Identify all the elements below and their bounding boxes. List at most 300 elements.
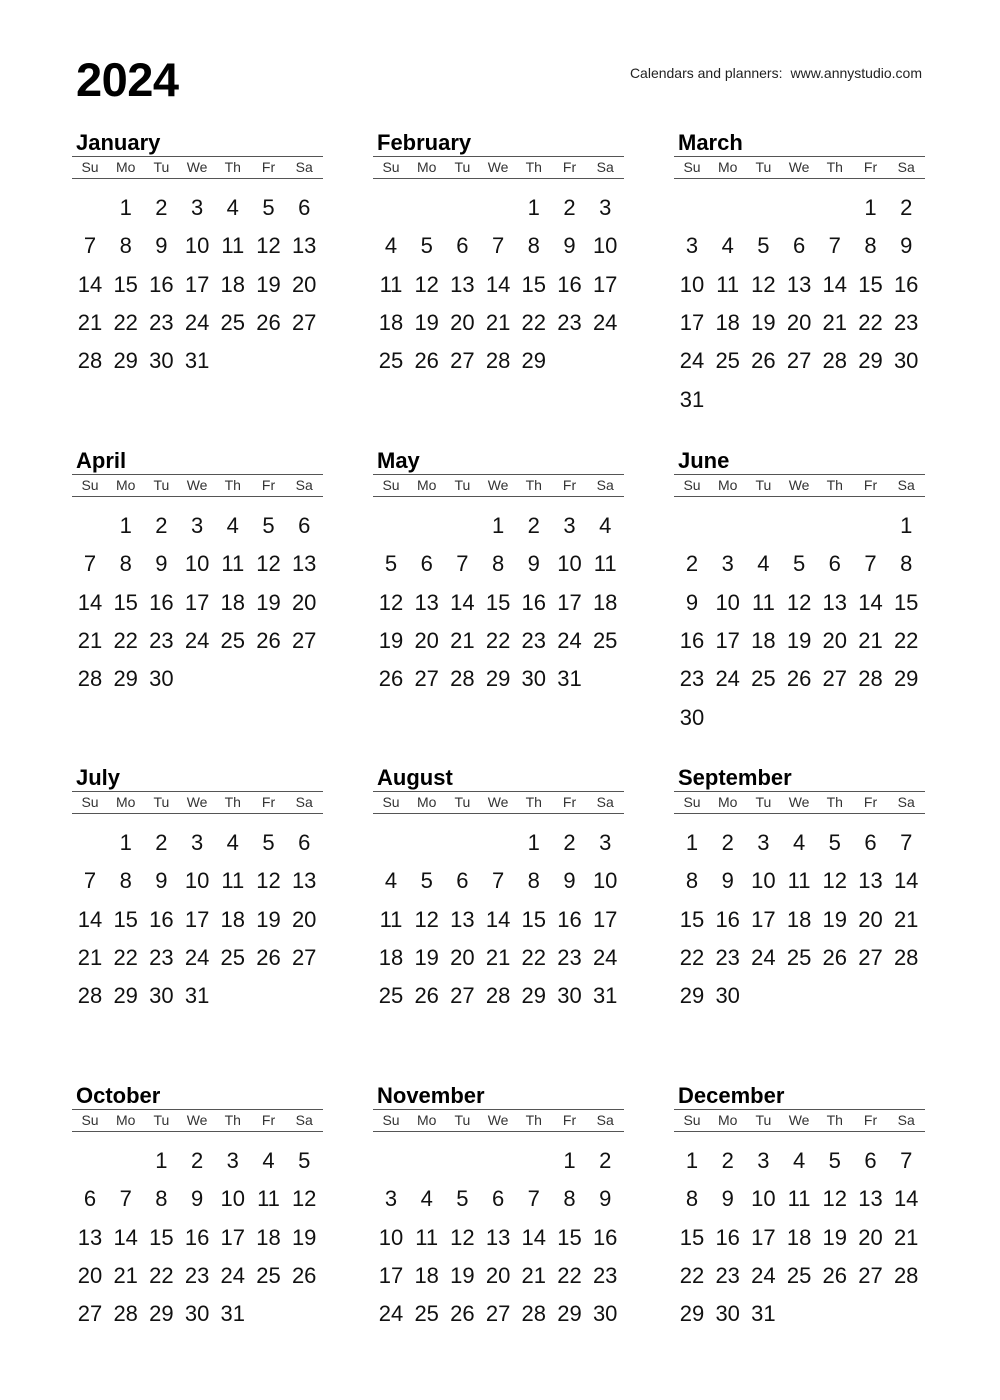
- day-cell: 26: [256, 944, 281, 970]
- weekday-label: Tu: [454, 794, 471, 810]
- month-july: [72, 767, 324, 1037]
- day-cell: 16: [149, 906, 174, 932]
- weekday-label: We: [788, 159, 810, 175]
- day-cell: 9: [563, 868, 576, 894]
- day-cell: 29: [679, 983, 705, 1009]
- day-cell: 2: [721, 1148, 734, 1173]
- weekday-header-row: [373, 1109, 624, 1132]
- month-february: [373, 132, 625, 402]
- weekday-label: Su: [683, 794, 701, 810]
- month-name: March: [678, 130, 743, 155]
- day-cell: 9: [190, 1186, 204, 1212]
- month-name: August: [377, 765, 453, 790]
- weekday-label: Mo: [717, 477, 738, 493]
- day-cell: 28: [485, 983, 511, 1009]
- day-cell: 25: [414, 1301, 439, 1327]
- weekday-label: Su: [382, 794, 400, 810]
- day-cell: 20: [414, 627, 439, 653]
- day-cell: 25: [715, 348, 740, 374]
- day-cell: 13: [450, 906, 475, 932]
- day-cell: 23: [592, 1262, 618, 1288]
- day-cell: 15: [893, 589, 919, 615]
- weekday-header-row: [72, 1109, 323, 1132]
- day-cell: 5: [262, 195, 275, 220]
- day-cell: 28: [893, 944, 919, 970]
- day-cell: 24: [751, 944, 776, 970]
- day-cell: 19: [822, 906, 848, 932]
- day-cell: 22: [679, 1262, 705, 1288]
- day-cell: 28: [77, 983, 103, 1009]
- day-cell: 19: [450, 1262, 475, 1288]
- day-cell: 17: [751, 1224, 776, 1250]
- day-cell: 27: [485, 1301, 511, 1327]
- day-cell: 9: [527, 551, 540, 577]
- day-cell: 3: [599, 195, 612, 220]
- month-name: May: [377, 448, 420, 473]
- weekday-label: We: [788, 1112, 810, 1128]
- day-cell: 10: [220, 1186, 246, 1212]
- day-cell: 17: [184, 589, 210, 615]
- day-cell: 18: [378, 944, 404, 970]
- month-name: January: [76, 130, 161, 155]
- day-cell: 31: [184, 983, 210, 1009]
- day-cell: 23: [184, 1262, 210, 1288]
- month-september: [674, 767, 926, 1037]
- day-cell: 26: [291, 1262, 317, 1288]
- day-cell: 30: [893, 348, 919, 374]
- weekday-label: Th: [525, 477, 542, 493]
- day-cell: 4: [384, 868, 398, 894]
- day-cell: 3: [190, 513, 204, 538]
- month-april: [72, 450, 324, 720]
- day-cell: 19: [256, 589, 281, 615]
- day-cell: 27: [291, 627, 317, 653]
- weekday-label: Fr: [261, 1112, 276, 1128]
- weekday-label: Fr: [562, 159, 577, 175]
- day-cell: 4: [757, 551, 770, 577]
- day-cell: 21: [450, 627, 475, 653]
- day-cell: 7: [83, 868, 97, 894]
- day-cell: 26: [786, 666, 812, 692]
- weekday-header-row: [373, 474, 624, 497]
- day-cell: 18: [220, 906, 246, 932]
- weekday-label: Tu: [755, 1112, 772, 1128]
- day-cell: 22: [893, 627, 919, 653]
- day-cell: 8: [685, 1186, 699, 1212]
- day-cell: 1: [527, 195, 540, 220]
- day-cell: 8: [527, 868, 540, 894]
- day-cell: 24: [184, 944, 210, 970]
- weekday-label: Fr: [863, 1112, 878, 1128]
- day-cell: 12: [256, 233, 281, 259]
- day-cell: 6: [864, 830, 877, 855]
- day-cell: 12: [256, 551, 281, 577]
- day-cell: 16: [893, 271, 919, 297]
- weekday-label: Th: [826, 159, 843, 175]
- day-cell: 18: [220, 589, 246, 615]
- day-cell: 19: [786, 627, 812, 653]
- weekday-label: Fr: [562, 477, 577, 493]
- day-cell: 18: [378, 309, 404, 335]
- day-cell: 1: [119, 513, 132, 538]
- day-cell: 27: [450, 983, 475, 1009]
- day-cell: 17: [220, 1224, 246, 1250]
- day-cell: 22: [485, 627, 511, 653]
- day-cell: 12: [822, 868, 848, 894]
- day-cell: 21: [77, 309, 103, 335]
- day-cell: 4: [599, 513, 612, 538]
- day-cell: 26: [414, 983, 439, 1009]
- day-cell: 16: [557, 906, 582, 932]
- day-cell: 18: [256, 1224, 281, 1250]
- day-cell: 9: [155, 868, 168, 894]
- day-cell: 17: [378, 1262, 404, 1288]
- day-cell: 29: [113, 666, 138, 692]
- day-cell: 20: [450, 309, 475, 335]
- weekday-label: Su: [81, 477, 99, 493]
- day-cell: 19: [414, 944, 439, 970]
- day-cell: 3: [190, 195, 204, 220]
- weekday-label: Fr: [863, 159, 878, 175]
- day-cell: 6: [83, 1186, 97, 1212]
- day-cell: 24: [378, 1301, 404, 1327]
- day-cell: 28: [893, 1262, 919, 1288]
- day-cell: 21: [521, 1262, 547, 1288]
- weekday-label: Mo: [416, 1112, 437, 1128]
- day-cell: 29: [679, 1301, 705, 1327]
- weekday-label: Mo: [115, 477, 136, 493]
- month-name: October: [76, 1083, 161, 1108]
- day-cell: 5: [384, 551, 398, 577]
- day-cell: 17: [715, 627, 740, 653]
- day-cell: 24: [220, 1262, 246, 1288]
- weekday-label: Mo: [115, 794, 136, 810]
- day-cell: 28: [77, 666, 103, 692]
- day-cell: 10: [184, 868, 210, 894]
- weekday-label: Su: [683, 477, 701, 493]
- day-cell: 7: [828, 233, 841, 259]
- day-cell: 20: [77, 1262, 103, 1288]
- weekday-label: We: [788, 477, 810, 493]
- weekday-label: Sa: [295, 159, 313, 175]
- day-cell: 14: [893, 1186, 919, 1212]
- page-title-year: 2024: [76, 53, 179, 106]
- day-cell: 1: [491, 513, 505, 538]
- weekday-label: Mo: [717, 794, 738, 810]
- day-cell: 28: [521, 1301, 547, 1327]
- weekday-header-row: [674, 156, 925, 179]
- weekday-label: Mo: [416, 477, 437, 493]
- day-cell: 7: [527, 1186, 540, 1212]
- day-cell: 30: [149, 348, 174, 374]
- month-march: [674, 130, 926, 412]
- day-cell: 5: [828, 830, 841, 855]
- day-cell: 21: [893, 1224, 919, 1250]
- day-cell: 11: [593, 551, 617, 577]
- day-cell: 7: [83, 551, 97, 577]
- month-december: [674, 1085, 926, 1355]
- day-cell: 15: [485, 589, 511, 615]
- month-name: December: [678, 1083, 785, 1108]
- day-cell: 5: [262, 830, 275, 855]
- weekday-label: We: [487, 1112, 509, 1128]
- weekday-label: Mo: [416, 159, 437, 175]
- day-cell: 2: [685, 551, 699, 577]
- day-cell: 29: [113, 983, 138, 1009]
- day-cell: 19: [378, 627, 404, 653]
- day-cell: 13: [822, 589, 848, 615]
- month-january: [72, 132, 324, 402]
- day-cell: 18: [786, 1224, 812, 1250]
- day-cell: 25: [786, 944, 812, 970]
- weekday-label: Tu: [153, 1112, 170, 1128]
- day-cell: 1: [685, 1148, 699, 1173]
- day-cell: 25: [786, 1262, 812, 1288]
- day-cell: 22: [521, 309, 547, 335]
- day-cell: 10: [557, 551, 582, 577]
- weekday-label: Su: [683, 1112, 701, 1128]
- day-cell: 16: [521, 589, 547, 615]
- day-cell: 7: [900, 830, 913, 855]
- day-cell: 28: [77, 348, 103, 374]
- day-cell: 1: [864, 195, 877, 220]
- day-cell: 19: [291, 1224, 317, 1250]
- weekday-header-row: [674, 1109, 925, 1132]
- day-cell: 10: [751, 1186, 776, 1212]
- day-cell: 23: [557, 944, 582, 970]
- weekday-label: Su: [382, 1112, 400, 1128]
- day-cell: 15: [557, 1224, 582, 1250]
- day-cell: 17: [751, 906, 776, 932]
- day-cell: 14: [77, 589, 103, 615]
- day-cell: 9: [721, 868, 734, 894]
- day-cell: 6: [864, 1148, 877, 1173]
- day-cell: 24: [715, 666, 740, 692]
- day-cell: 25: [592, 627, 618, 653]
- day-cell: 2: [155, 830, 168, 855]
- day-cell: 23: [521, 627, 547, 653]
- day-cell: 6: [298, 195, 311, 220]
- day-cell: 14: [77, 271, 103, 297]
- day-cell: 7: [900, 1148, 913, 1173]
- day-cell: 30: [715, 1301, 740, 1327]
- day-cell: 24: [679, 348, 705, 374]
- day-cell: 27: [291, 309, 317, 335]
- day-cell: 5: [828, 1148, 841, 1173]
- day-cell: 12: [414, 906, 439, 932]
- weekday-label: Th: [525, 1112, 542, 1128]
- day-cell: 29: [858, 348, 883, 374]
- day-cell: 11: [257, 1186, 280, 1212]
- day-cell: 14: [521, 1224, 547, 1250]
- day-cell: 27: [414, 666, 439, 692]
- weekday-label: We: [788, 794, 810, 810]
- day-cell: 12: [291, 1186, 317, 1212]
- day-cell: 22: [113, 309, 138, 335]
- day-cell: 19: [822, 1224, 848, 1250]
- day-cell: 13: [858, 868, 883, 894]
- day-cell: 10: [378, 1224, 404, 1250]
- day-cell: 13: [77, 1224, 103, 1250]
- month-name: June: [678, 448, 730, 473]
- weekday-label: Mo: [717, 159, 738, 175]
- day-cell: 10: [715, 589, 740, 615]
- day-cell: 8: [155, 1186, 168, 1212]
- weekday-label: Th: [224, 1112, 241, 1128]
- day-cell: 6: [298, 830, 311, 855]
- month-november: [373, 1085, 625, 1355]
- day-cell: 15: [113, 906, 138, 932]
- weekday-label: Sa: [295, 794, 313, 810]
- month-august: [373, 767, 625, 1037]
- day-cell: 22: [113, 627, 138, 653]
- weekday-label: Th: [525, 794, 542, 810]
- day-cell: 18: [414, 1262, 439, 1288]
- day-cell: 20: [450, 944, 475, 970]
- day-cell: 8: [119, 868, 132, 894]
- day-cell: 2: [900, 195, 913, 220]
- day-cell: 9: [155, 551, 168, 577]
- day-cell: 4: [226, 513, 239, 538]
- day-cell: 30: [149, 983, 174, 1009]
- day-cell: 28: [485, 348, 511, 374]
- day-cell: 13: [414, 589, 439, 615]
- weekday-label: We: [186, 1112, 208, 1128]
- day-cell: 10: [751, 868, 776, 894]
- day-cell: 3: [599, 830, 612, 855]
- day-cell: 2: [190, 1148, 204, 1173]
- day-cell: 31: [557, 666, 582, 692]
- weekday-label: Tu: [153, 159, 170, 175]
- day-cell: 22: [557, 1262, 582, 1288]
- day-cell: 24: [557, 627, 582, 653]
- day-cell: 22: [679, 944, 705, 970]
- day-cell: 27: [822, 666, 848, 692]
- day-cell: 6: [792, 233, 806, 259]
- day-cell: 4: [792, 830, 806, 855]
- day-cell: 17: [184, 906, 210, 932]
- day-cell: 4: [721, 233, 734, 259]
- day-cell: 20: [786, 309, 812, 335]
- day-cell: 12: [751, 271, 776, 297]
- weekday-label: Fr: [562, 1112, 577, 1128]
- day-cell: 28: [113, 1301, 138, 1327]
- day-cell: 16: [184, 1224, 210, 1250]
- day-cell: 15: [113, 589, 138, 615]
- day-cell: 18: [715, 309, 740, 335]
- day-cell: 4: [226, 830, 239, 855]
- day-cell: 8: [685, 868, 699, 894]
- day-cell: 1: [119, 195, 132, 220]
- day-cell: 6: [298, 513, 311, 538]
- weekday-label: Mo: [717, 1112, 738, 1128]
- day-cell: 3: [384, 1186, 398, 1212]
- day-cell: 15: [679, 1224, 705, 1250]
- day-cell: 16: [679, 627, 705, 653]
- day-cell: 6: [456, 233, 469, 259]
- day-cell: 3: [757, 830, 770, 855]
- day-cell: 6: [420, 551, 433, 577]
- day-cell: 8: [119, 233, 132, 259]
- day-cell: 15: [679, 906, 705, 932]
- day-cell: 23: [893, 309, 919, 335]
- day-cell: 7: [119, 1186, 132, 1212]
- day-cell: 16: [149, 589, 174, 615]
- day-cell: 4: [384, 233, 398, 259]
- day-cell: 2: [155, 195, 168, 220]
- day-cell: 10: [184, 233, 210, 259]
- month-name: July: [76, 765, 121, 790]
- day-cell: 14: [893, 868, 919, 894]
- weekday-label: Sa: [897, 477, 915, 493]
- day-cell: 2: [721, 830, 734, 855]
- day-cell: 3: [757, 1148, 770, 1173]
- day-cell: 5: [757, 233, 770, 259]
- day-cell: 1: [119, 830, 132, 855]
- day-cell: 21: [113, 1262, 138, 1288]
- month-name: April: [76, 448, 127, 473]
- month-june: [674, 448, 926, 730]
- day-cell: 26: [256, 309, 281, 335]
- day-cell: 20: [291, 589, 317, 615]
- day-cell: 11: [379, 271, 403, 297]
- day-cell: 31: [751, 1301, 776, 1327]
- day-cell: 8: [527, 233, 540, 259]
- weekday-label: Sa: [596, 794, 614, 810]
- day-cell: 1: [685, 830, 699, 855]
- day-cell: 11: [221, 233, 245, 259]
- weekday-label: Su: [81, 1112, 99, 1128]
- day-cell: 29: [521, 348, 547, 374]
- weekday-label: Sa: [295, 477, 313, 493]
- day-cell: 1: [900, 513, 913, 538]
- day-cell: 11: [787, 868, 811, 894]
- month-name: September: [678, 765, 792, 790]
- weekday-label: Sa: [897, 159, 915, 175]
- day-cell: 21: [822, 309, 848, 335]
- day-cell: 26: [822, 944, 848, 970]
- day-cell: 10: [679, 271, 705, 297]
- day-cell: 16: [557, 271, 582, 297]
- weekday-label: Sa: [596, 1112, 614, 1128]
- day-cell: 17: [592, 271, 618, 297]
- day-cell: 3: [190, 830, 204, 855]
- weekday-label: Tu: [755, 477, 772, 493]
- weekday-label: Sa: [897, 1112, 915, 1128]
- day-cell: 5: [420, 233, 433, 259]
- day-cell: 30: [184, 1301, 210, 1327]
- day-cell: 3: [721, 551, 734, 577]
- day-cell: 4: [792, 1148, 806, 1173]
- day-cell: 20: [291, 906, 317, 932]
- day-cell: 8: [491, 551, 505, 577]
- tagline-label: Calendars and planners:: [629, 65, 783, 81]
- day-cell: 14: [485, 906, 511, 932]
- day-cell: 5: [262, 513, 275, 538]
- day-cell: 6: [828, 551, 841, 577]
- day-cell: 16: [715, 1224, 740, 1250]
- day-cell: 13: [858, 1186, 883, 1212]
- weekday-header-row: [373, 791, 624, 814]
- day-cell: 7: [83, 233, 97, 259]
- day-cell: 11: [221, 868, 245, 894]
- day-cell: 28: [450, 666, 475, 692]
- day-cell: 9: [721, 1186, 734, 1212]
- day-cell: 20: [485, 1262, 511, 1288]
- day-cell: 11: [751, 589, 775, 615]
- day-cell: 17: [184, 271, 210, 297]
- weekday-label: Fr: [863, 794, 878, 810]
